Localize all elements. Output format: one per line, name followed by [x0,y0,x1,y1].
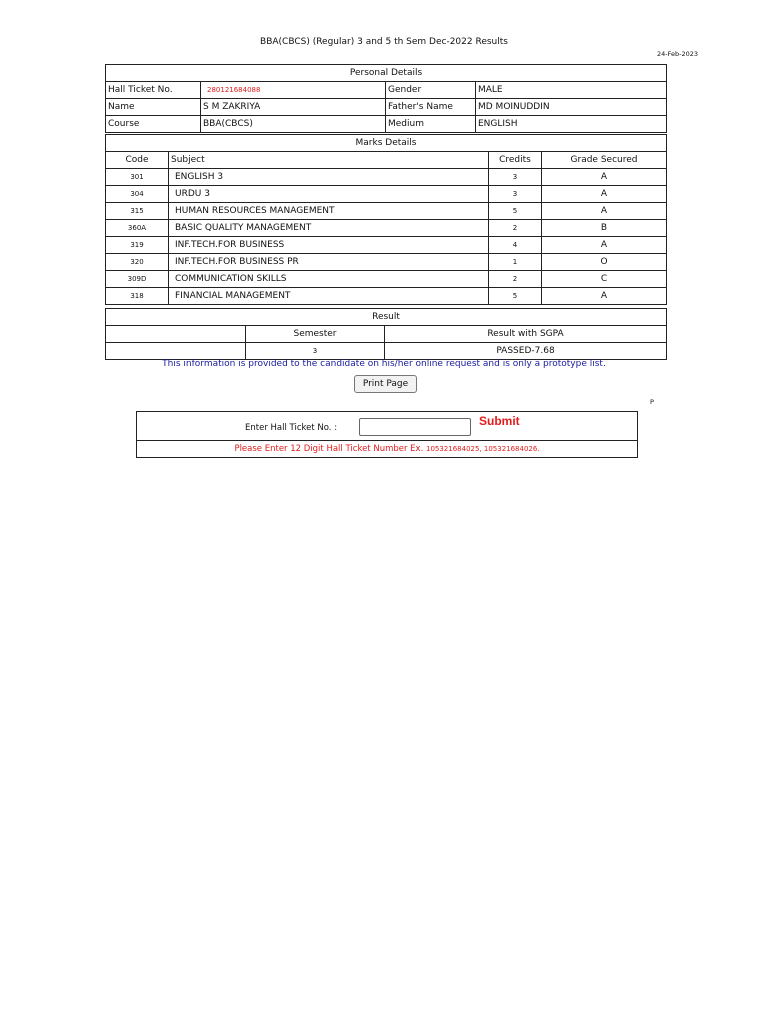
table-row [106,186,667,203]
subject-grade: A [542,288,667,305]
gender-value: MALE [476,82,667,99]
subject-credits: 5 [489,203,542,220]
subject-credits: 3 [489,169,542,186]
subject-credits: 4 [489,237,542,254]
table-row [106,271,667,288]
subject-credits: 5 [489,288,542,305]
medium-label: Medium [386,116,476,133]
column-header-subject: Subject [169,152,489,169]
column-header-code: Code [106,152,169,169]
table-row [106,169,667,186]
page-marker: P [650,398,654,406]
marks-details-heading: Marks Details [106,135,667,152]
subject-name: URDU 3 [169,186,489,203]
gender-label: Gender [386,82,476,99]
subject-code: 301 [106,169,169,186]
subject-grade: A [542,169,667,186]
subject-name: HUMAN RESOURCES MANAGEMENT [169,203,489,220]
table-row [106,254,667,271]
sgpa-value: PASSED-7.68 [385,343,667,360]
page-title: BBA(CBCS) (Regular) 3 and 5 th Sem Dec-2022 Results [260,37,508,47]
subject-credits: 1 [489,254,542,271]
hall-ticket-search-form [136,411,638,458]
column-header-credits: Credits [489,152,542,169]
hint-text: Please Enter 12 Digit Hall Ticket Number Ex. [234,444,424,454]
hint-examples: 105321684025, 105321684026. [425,445,540,453]
result-table [105,308,667,360]
results-container [105,64,666,360]
table-row [106,288,667,305]
subject-code: 360A [106,220,169,237]
table-row [106,237,667,254]
prototype-notice: This information is provided to the candidate on his/her online request and is only a prototype list. [162,359,606,369]
submit-button[interactable]: Submit [479,414,520,428]
subject-code: 309D [106,271,169,288]
print-page-button[interactable]: Print Page [354,375,417,393]
name-value: S M ZAKRIYA [201,99,386,116]
result-date: 24-Feb-2023 [656,50,698,58]
medium-value: ENGLISH [476,116,667,133]
hall-ticket-value: 280121684088 [207,86,261,94]
result-blank-cell [106,343,246,360]
marks-details-table [105,134,667,305]
hall-ticket-input-label: Enter Hall Ticket No. : [245,423,338,433]
subject-grade: C [542,271,667,288]
subject-code: 320 [106,254,169,271]
father-name-value: MD MOINUDDIN [476,99,667,116]
subject-code: 318 [106,288,169,305]
subject-name: BASIC QUALITY MANAGEMENT [169,220,489,237]
subject-name: ENGLISH 3 [169,169,489,186]
name-label: Name [106,99,201,116]
table-row [106,203,667,220]
hall-ticket-hint [137,441,637,457]
semester-label: Semester [246,326,385,343]
hall-ticket-label: Hall Ticket No. [106,82,201,99]
subject-credits: 2 [489,220,542,237]
personal-details-table [105,64,667,133]
subject-name: INF.TECH.FOR BUSINESS [169,237,489,254]
marks-header-row [106,152,667,169]
sgpa-label: Result with SGPA [385,326,667,343]
subject-grade: O [542,254,667,271]
subject-grade: A [542,186,667,203]
subject-name: FINANCIAL MANAGEMENT [169,288,489,305]
result-blank-cell [106,326,246,343]
personal-details-heading: Personal Details [106,65,667,82]
father-name-label: Father's Name [386,99,476,116]
result-heading: Result [106,309,667,326]
subject-code: 319 [106,237,169,254]
subject-name: COMMUNICATION SKILLS [169,271,489,288]
subject-credits: 2 [489,271,542,288]
subject-code: 315 [106,203,169,220]
column-header-grade: Grade Secured [542,152,667,169]
subject-grade: A [542,203,667,220]
subject-name: INF.TECH.FOR BUSINESS PR [169,254,489,271]
course-value: BBA(CBCS) [201,116,386,133]
subject-code: 304 [106,186,169,203]
course-label: Course [106,116,201,133]
hall-ticket-input[interactable] [359,418,471,436]
subject-grade: A [542,237,667,254]
subject-grade: B [542,220,667,237]
semester-value: 3 [246,343,385,360]
table-row [106,220,667,237]
subject-credits: 3 [489,186,542,203]
